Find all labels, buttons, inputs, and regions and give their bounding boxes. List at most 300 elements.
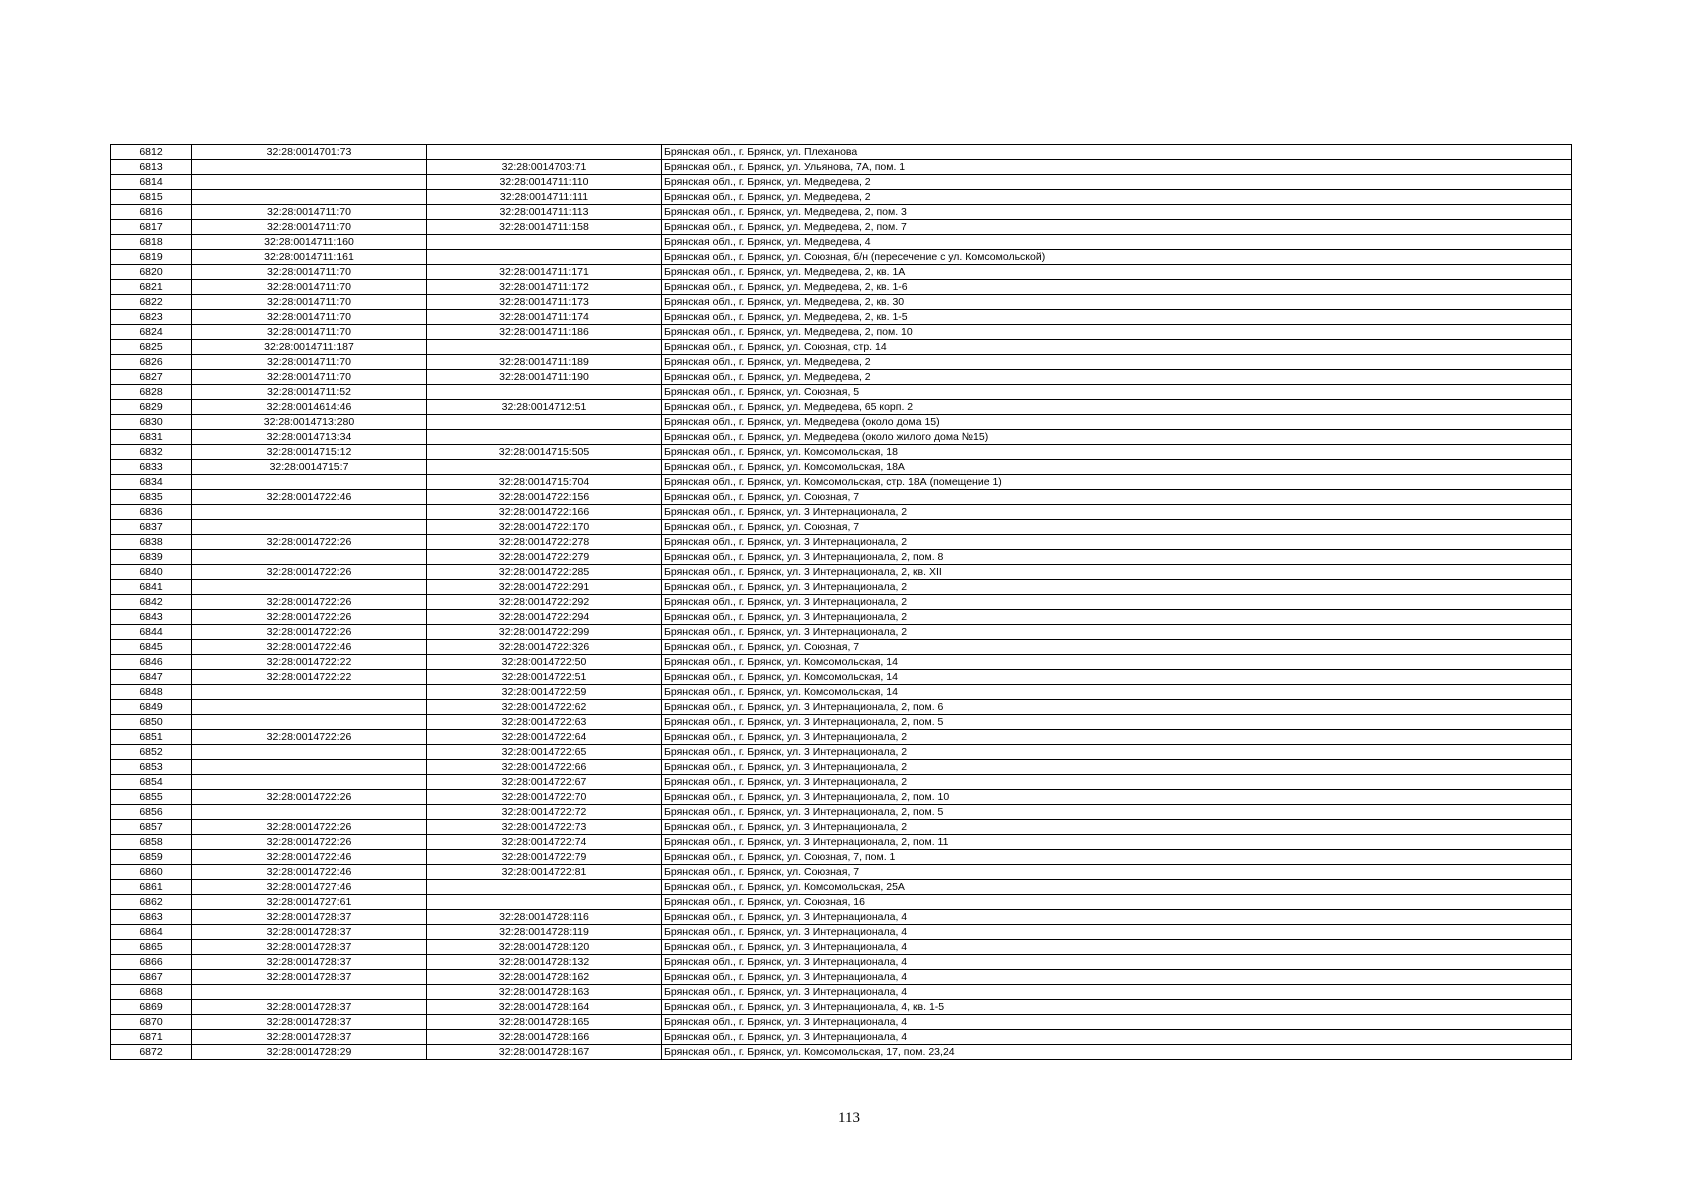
address-cell: Брянская обл., г. Брянск, ул. Медведева, 2 [662,190,1572,205]
cadastral-number-cell: 32:28:0014722:46 [192,490,427,505]
address-cell: Брянская обл., г. Брянск, ул. 3 Интернационала, 4 [662,1030,1572,1045]
address-cell: Брянская обл., г. Брянск, ул. Медведева, 2 [662,175,1572,190]
address-cell: Брянская обл., г. Брянск, ул. Союзная, 7 [662,640,1572,655]
object-cadastral-number-cell: 32:28:0014722:66 [427,760,662,775]
table-row [111,685,1572,700]
table-row [111,520,1572,535]
cadastral-number-cell: 32:28:0014728:37 [192,925,427,940]
cadastral-number-cell: 32:28:0014711:52 [192,385,427,400]
table-row [111,625,1572,640]
row-number-cell: 6821 [111,280,192,295]
row-number-cell: 6842 [111,595,192,610]
cadastral-number-cell [192,475,427,490]
table-row [111,160,1572,175]
table-row [111,850,1572,865]
address-cell: Брянская обл., г. Брянск, ул. Комсомольская, 14 [662,655,1572,670]
cadastral-number-cell: 32:28:0014722:26 [192,610,427,625]
table-row [111,190,1572,205]
page-number: 113 [838,1110,860,1126]
row-number-cell: 6828 [111,385,192,400]
address-cell: Брянская обл., г. Брянск, ул. 3 Интернационала, 2 [662,505,1572,520]
object-cadastral-number-cell: 32:28:0014711:158 [427,220,662,235]
object-cadastral-number-cell: 32:28:0014728:119 [427,925,662,940]
object-cadastral-number-cell: 32:28:0014722:81 [427,865,662,880]
address-cell: Брянская обл., г. Брянск, ул. 3 Интернационала, 2, пом. 5 [662,805,1572,820]
object-cadastral-number-cell [427,235,662,250]
table-row [111,265,1572,280]
address-cell: Брянская обл., г. Брянск, ул. 3 Интернационала, 4 [662,970,1572,985]
object-cadastral-number-cell: 32:28:0014722:67 [427,775,662,790]
row-number-cell: 6853 [111,760,192,775]
cadastral-number-cell [192,160,427,175]
address-cell: Брянская обл., г. Брянск, ул. Союзная, 7, пом. 1 [662,850,1572,865]
address-cell: Брянская обл., г. Брянск, ул. 3 Интернационала, 4 [662,955,1572,970]
cadastral-number-cell: 32:28:0014711:187 [192,340,427,355]
object-cadastral-number-cell: 32:28:0014722:292 [427,595,662,610]
address-cell: Брянская обл., г. Брянск, ул. Союзная, 16 [662,895,1572,910]
row-number-cell: 6830 [111,415,192,430]
address-cell: Брянская обл., г. Брянск, ул. 3 Интернационала, 4 [662,925,1572,940]
object-cadastral-number-cell: 32:28:0014722:291 [427,580,662,595]
table-row [111,385,1572,400]
address-cell: Брянская обл., г. Брянск, ул. 3 Интернационала, 2 [662,610,1572,625]
row-number-cell: 6832 [111,445,192,460]
cadastral-number-cell: 32:28:0014728:37 [192,1000,427,1015]
table-row [111,430,1572,445]
address-cell: Брянская обл., г. Брянск, ул. Медведева, 2, кв. 1-6 [662,280,1572,295]
row-number-cell: 6823 [111,310,192,325]
table-row [111,400,1572,415]
row-number-cell: 6826 [111,355,192,370]
row-number-cell: 6838 [111,535,192,550]
table-row [111,280,1572,295]
object-cadastral-number-cell: 32:28:0014728:120 [427,940,662,955]
address-cell: Брянская обл., г. Брянск, ул. 3 Интернационала, 2 [662,775,1572,790]
table-row [111,580,1572,595]
cadastral-number-cell: 32:28:0014727:61 [192,895,427,910]
table-row [111,925,1572,940]
cadastral-number-cell [192,580,427,595]
row-number-cell: 6815 [111,190,192,205]
cadastral-number-cell: 32:28:0014722:26 [192,835,427,850]
cadastral-number-cell: 32:28:0014713:280 [192,415,427,430]
object-cadastral-number-cell: 32:28:0014722:59 [427,685,662,700]
object-cadastral-number-cell [427,250,662,265]
address-cell: Брянская обл., г. Брянск, ул. Комсомольская, 14 [662,670,1572,685]
row-number-cell: 6857 [111,820,192,835]
object-cadastral-number-cell: 32:28:0014712:51 [427,400,662,415]
row-number-cell: 6854 [111,775,192,790]
object-cadastral-number-cell [427,385,662,400]
object-cadastral-number-cell: 32:28:0014722:278 [427,535,662,550]
cadastral-number-cell: 32:28:0014715:7 [192,460,427,475]
cadastral-number-cell [192,715,427,730]
address-cell: Брянская обл., г. Брянск, ул. Союзная, 7 [662,490,1572,505]
row-number-cell: 6855 [111,790,192,805]
address-cell: Брянская обл., г. Брянск, ул. 3 Интернационала, 2 [662,595,1572,610]
row-number-cell: 6819 [111,250,192,265]
row-number-cell: 6870 [111,1015,192,1030]
row-number-cell: 6837 [111,520,192,535]
cadastral-number-cell: 32:28:0014711:70 [192,205,427,220]
object-cadastral-number-cell [427,145,662,160]
row-number-cell: 6833 [111,460,192,475]
cadastral-number-cell: 32:28:0014701:73 [192,145,427,160]
cadastral-number-cell: 32:28:0014711:70 [192,355,427,370]
object-cadastral-number-cell: 32:28:0014728:167 [427,1045,662,1060]
row-number-cell: 6864 [111,925,192,940]
address-cell: Брянская обл., г. Брянск, ул. 3 Интернационала, 2, пом. 11 [662,835,1572,850]
cadastral-number-cell: 32:28:0014614:46 [192,400,427,415]
address-cell: Брянская обл., г. Брянск, ул. Союзная, 7 [662,865,1572,880]
table-row [111,730,1572,745]
cadastral-number-cell: 32:28:0014722:26 [192,820,427,835]
row-number-cell: 6868 [111,985,192,1000]
object-cadastral-number-cell: 32:28:0014728:132 [427,955,662,970]
object-cadastral-number-cell: 32:28:0014711:189 [427,355,662,370]
address-cell: Брянская обл., г. Брянск, ул. Медведева, 2, кв. 1А [662,265,1572,280]
address-cell: Брянская обл., г. Брянск, ул. Комсомольская, 14 [662,685,1572,700]
row-number-cell: 6813 [111,160,192,175]
table-row [111,670,1572,685]
row-number-cell: 6843 [111,610,192,625]
cadastral-number-cell: 32:28:0014722:26 [192,565,427,580]
address-cell: Брянская обл., г. Брянск, ул. Союзная, 7 [662,520,1572,535]
object-cadastral-number-cell: 32:28:0014722:156 [427,490,662,505]
register-table [110,144,1572,1060]
address-cell: Брянская обл., г. Брянск, ул. 3 Интернационала, 2, пом. 8 [662,550,1572,565]
cadastral-number-cell: 32:28:0014711:161 [192,250,427,265]
cadastral-number-cell [192,505,427,520]
object-cadastral-number-cell: 32:28:0014711:174 [427,310,662,325]
cadastral-number-cell: 32:28:0014711:70 [192,280,427,295]
table-row [111,760,1572,775]
address-cell: Брянская обл., г. Брянск, ул. Медведева, 2, кв. 30 [662,295,1572,310]
object-cadastral-number-cell: 32:28:0014722:74 [427,835,662,850]
address-cell: Брянская обл., г. Брянск, ул. Комсомольская, стр. 18А (помещение 1) [662,475,1572,490]
row-number-cell: 6836 [111,505,192,520]
address-cell: Брянская обл., г. Брянск, ул. Медведева, 2, пом. 3 [662,205,1572,220]
table-row [111,700,1572,715]
table-row [111,940,1572,955]
table-row [111,475,1572,490]
cadastral-number-cell: 32:28:0014713:34 [192,430,427,445]
address-cell: Брянская обл., г. Брянск, ул. 3 Интернационала, 2 [662,580,1572,595]
cadastral-number-cell: 32:28:0014722:46 [192,865,427,880]
row-number-cell: 6872 [111,1045,192,1060]
cadastral-number-cell [192,175,427,190]
row-number-cell: 6867 [111,970,192,985]
cadastral-number-cell: 32:28:0014728:37 [192,955,427,970]
cadastral-number-cell: 32:28:0014711:70 [192,325,427,340]
object-cadastral-number-cell: 32:28:0014722:285 [427,565,662,580]
row-number-cell: 6817 [111,220,192,235]
object-cadastral-number-cell [427,880,662,895]
address-cell: Брянская обл., г. Брянск, ул. 3 Интернационала, 2 [662,760,1572,775]
cadastral-number-cell: 32:28:0014722:46 [192,640,427,655]
row-number-cell: 6861 [111,880,192,895]
object-cadastral-number-cell: 32:28:0014711:110 [427,175,662,190]
row-number-cell: 6850 [111,715,192,730]
row-number-cell: 6825 [111,340,192,355]
address-cell: Брянская обл., г. Брянск, ул. 3 Интернационала, 2, кв. XII [662,565,1572,580]
row-number-cell: 6831 [111,430,192,445]
object-cadastral-number-cell [427,895,662,910]
table-row [111,910,1572,925]
cadastral-number-cell: 32:28:0014711:70 [192,220,427,235]
address-cell: Брянская обл., г. Брянск, ул. 3 Интернационала, 2, пом. 10 [662,790,1572,805]
row-number-cell: 6827 [111,370,192,385]
cadastral-number-cell [192,775,427,790]
address-cell: Брянская обл., г. Брянск, ул. Медведева, 2, пом. 10 [662,325,1572,340]
object-cadastral-number-cell: 32:28:0014728:116 [427,910,662,925]
table-row [111,550,1572,565]
cadastral-number-cell: 32:28:0014722:46 [192,850,427,865]
cadastral-number-cell [192,985,427,1000]
object-cadastral-number-cell: 32:28:0014728:165 [427,1015,662,1030]
object-cadastral-number-cell: 32:28:0014722:279 [427,550,662,565]
address-cell: Брянская обл., г. Брянск, ул. Медведева (около жилого дома №15) [662,430,1572,445]
row-number-cell: 6839 [111,550,192,565]
row-number-cell: 6824 [111,325,192,340]
object-cadastral-number-cell: 32:28:0014728:164 [427,1000,662,1015]
cadastral-number-cell: 32:28:0014727:46 [192,880,427,895]
table-row [111,355,1572,370]
table-row [111,1030,1572,1045]
cadastral-number-cell: 32:28:0014711:70 [192,370,427,385]
object-cadastral-number-cell: 32:28:0014711:173 [427,295,662,310]
object-cadastral-number-cell [427,415,662,430]
object-cadastral-number-cell: 32:28:0014722:51 [427,670,662,685]
cadastral-number-cell: 32:28:0014722:22 [192,670,427,685]
object-cadastral-number-cell: 32:28:0014722:50 [427,655,662,670]
address-cell: Брянская обл., г. Брянск, ул. Ульянова, 7А, пом. 1 [662,160,1572,175]
cadastral-number-cell: 32:28:0014722:26 [192,730,427,745]
object-cadastral-number-cell: 32:28:0014722:166 [427,505,662,520]
row-number-cell: 6812 [111,145,192,160]
row-number-cell: 6866 [111,955,192,970]
address-cell: Брянская обл., г. Брянск, ул. Союзная, стр. 14 [662,340,1572,355]
table-row [111,805,1572,820]
row-number-cell: 6851 [111,730,192,745]
table-row [111,295,1572,310]
row-number-cell: 6834 [111,475,192,490]
address-cell: Брянская обл., г. Брянск, ул. 3 Интернационала, 2 [662,820,1572,835]
table-row [111,325,1572,340]
object-cadastral-number-cell: 32:28:0014711:172 [427,280,662,295]
address-cell: Брянская обл., г. Брянск, ул. 3 Интернационала, 4 [662,1015,1572,1030]
object-cadastral-number-cell: 32:28:0014722:326 [427,640,662,655]
row-number-cell: 6816 [111,205,192,220]
row-number-cell: 6858 [111,835,192,850]
row-number-cell: 6856 [111,805,192,820]
address-cell: Брянская обл., г. Брянск, ул. Союзная, 5 [662,385,1572,400]
object-cadastral-number-cell: 32:28:0014722:299 [427,625,662,640]
table-row [111,655,1572,670]
cadastral-number-cell [192,760,427,775]
row-number-cell: 6841 [111,580,192,595]
address-cell: Брянская обл., г. Брянск, ул. 3 Интернационала, 4 [662,940,1572,955]
row-number-cell: 6814 [111,175,192,190]
object-cadastral-number-cell: 32:28:0014728:162 [427,970,662,985]
cadastral-number-cell: 32:28:0014711:70 [192,265,427,280]
table-row [111,880,1572,895]
row-number-cell: 6848 [111,685,192,700]
address-cell: Брянская обл., г. Брянск, ул. Медведева, 2, пом. 7 [662,220,1572,235]
object-cadastral-number-cell: 32:28:0014703:71 [427,160,662,175]
table-row [111,490,1572,505]
row-number-cell: 6860 [111,865,192,880]
address-cell: Брянская обл., г. Брянск, ул. Медведева (около дома 15) [662,415,1572,430]
cadastral-number-cell: 32:28:0014715:12 [192,445,427,460]
table-row [111,610,1572,625]
table-row [111,205,1572,220]
table-row [111,970,1572,985]
object-cadastral-number-cell: 32:28:0014722:73 [427,820,662,835]
cadastral-number-cell: 32:28:0014728:37 [192,910,427,925]
table-row [111,1015,1572,1030]
address-cell: Брянская обл., г. Брянск, ул. Комсомольская, 18А [662,460,1572,475]
object-cadastral-number-cell: 32:28:0014722:63 [427,715,662,730]
table-row [111,445,1572,460]
address-cell: Брянская обл., г. Брянск, ул. 3 Интернационала, 4 [662,910,1572,925]
address-cell: Брянская обл., г. Брянск, ул. Комсомольская, 25А [662,880,1572,895]
address-cell: Брянская обл., г. Брянск, ул. Медведева, 65 корп. 2 [662,400,1572,415]
row-number-cell: 6863 [111,910,192,925]
object-cadastral-number-cell: 32:28:0014722:79 [427,850,662,865]
object-cadastral-number-cell [427,340,662,355]
table-row [111,790,1572,805]
cadastral-number-cell [192,550,427,565]
row-number-cell: 6847 [111,670,192,685]
object-cadastral-number-cell [427,460,662,475]
table-row [111,175,1572,190]
table-row [111,415,1572,430]
object-cadastral-number-cell: 32:28:0014722:72 [427,805,662,820]
object-cadastral-number-cell: 32:28:0014711:190 [427,370,662,385]
object-cadastral-number-cell: 32:28:0014715:505 [427,445,662,460]
row-number-cell: 6820 [111,265,192,280]
cadastral-number-cell: 32:28:0014728:29 [192,1045,427,1060]
table-row [111,865,1572,880]
table-row [111,250,1572,265]
table-row [111,460,1572,475]
cadastral-number-cell: 32:28:0014728:37 [192,1015,427,1030]
table-row [111,595,1572,610]
cadastral-number-cell [192,190,427,205]
table-row [111,715,1572,730]
table-row [111,340,1572,355]
register-table-body [111,145,1572,1060]
address-cell: Брянская обл., г. Брянск, ул. Медведева, 2 [662,370,1572,385]
row-number-cell: 6840 [111,565,192,580]
table-row [111,145,1572,160]
table-row [111,955,1572,970]
table-row [111,835,1572,850]
cadastral-number-cell: 32:28:0014711:70 [192,295,427,310]
address-cell: Брянская обл., г. Брянск, ул. Комсомольская, 18 [662,445,1572,460]
address-cell: Брянская обл., г. Брянск, ул. Медведева, 2, кв. 1-5 [662,310,1572,325]
object-cadastral-number-cell: 32:28:0014722:62 [427,700,662,715]
row-number-cell: 6829 [111,400,192,415]
table-row [111,895,1572,910]
cadastral-number-cell [192,745,427,760]
cadastral-number-cell [192,685,427,700]
table-row [111,505,1572,520]
row-number-cell: 6849 [111,700,192,715]
cadastral-number-cell: 32:28:0014722:26 [192,790,427,805]
cadastral-number-cell [192,805,427,820]
row-number-cell: 6844 [111,625,192,640]
row-number-cell: 6845 [111,640,192,655]
row-number-cell: 6818 [111,235,192,250]
object-cadastral-number-cell: 32:28:0014715:704 [427,475,662,490]
object-cadastral-number-cell: 32:28:0014728:166 [427,1030,662,1045]
table-row [111,370,1572,385]
object-cadastral-number-cell: 32:28:0014722:170 [427,520,662,535]
object-cadastral-number-cell: 32:28:0014711:111 [427,190,662,205]
table-row [111,535,1572,550]
address-cell: Брянская обл., г. Брянск, ул. 3 Интернационала, 2, пом. 5 [662,715,1572,730]
row-number-cell: 6869 [111,1000,192,1015]
cadastral-number-cell: 32:28:0014711:70 [192,310,427,325]
table-row [111,235,1572,250]
address-cell: Брянская обл., г. Брянск, ул. 3 Интернационала, 2 [662,745,1572,760]
object-cadastral-number-cell: 32:28:0014711:171 [427,265,662,280]
cadastral-number-cell [192,700,427,715]
row-number-cell: 6822 [111,295,192,310]
address-cell: Брянская обл., г. Брянск, ул. Комсомольская, 17, пом. 23,24 [662,1045,1572,1060]
object-cadastral-number-cell: 32:28:0014722:64 [427,730,662,745]
cadastral-number-cell [192,520,427,535]
cadastral-number-cell: 32:28:0014711:160 [192,235,427,250]
row-number-cell: 6846 [111,655,192,670]
cadastral-number-cell: 32:28:0014728:37 [192,970,427,985]
cadastral-number-cell: 32:28:0014728:37 [192,1030,427,1045]
row-number-cell: 6852 [111,745,192,760]
row-number-cell: 6865 [111,940,192,955]
table-row [111,640,1572,655]
table-row [111,820,1572,835]
row-number-cell: 6862 [111,895,192,910]
address-cell: Брянская обл., г. Брянск, ул. Медведева, 4 [662,235,1572,250]
address-cell: Брянская обл., г. Брянск, ул. 3 Интернационала, 4 [662,985,1572,1000]
object-cadastral-number-cell: 32:28:0014728:163 [427,985,662,1000]
table-row [111,745,1572,760]
address-cell: Брянская обл., г. Брянск, ул. 3 Интернационала, 2 [662,535,1572,550]
object-cadastral-number-cell: 32:28:0014722:65 [427,745,662,760]
cadastral-number-cell: 32:28:0014722:22 [192,655,427,670]
object-cadastral-number-cell: 32:28:0014711:186 [427,325,662,340]
cadastral-number-cell: 32:28:0014728:37 [192,940,427,955]
cadastral-number-cell: 32:28:0014722:26 [192,625,427,640]
cadastral-number-cell: 32:28:0014722:26 [192,535,427,550]
address-cell: Брянская обл., г. Брянск, ул. 3 Интернационала, 2 [662,625,1572,640]
row-number-cell: 6835 [111,490,192,505]
object-cadastral-number-cell: 32:28:0014722:294 [427,610,662,625]
object-cadastral-number-cell [427,430,662,445]
address-cell: Брянская обл., г. Брянск, ул. 3 Интернационала, 2, пом. 6 [662,700,1572,715]
table-row [111,1045,1572,1060]
table-row [111,565,1572,580]
row-number-cell: 6859 [111,850,192,865]
address-cell: Брянская обл., г. Брянск, ул. Плеханова [662,145,1572,160]
address-cell: Брянская обл., г. Брянск, ул. 3 Интернационала, 4, кв. 1-5 [662,1000,1572,1015]
row-number-cell: 6871 [111,1030,192,1045]
table-row [111,985,1572,1000]
table-row [111,310,1572,325]
address-cell: Брянская обл., г. Брянск, ул. Медведева, 2 [662,355,1572,370]
